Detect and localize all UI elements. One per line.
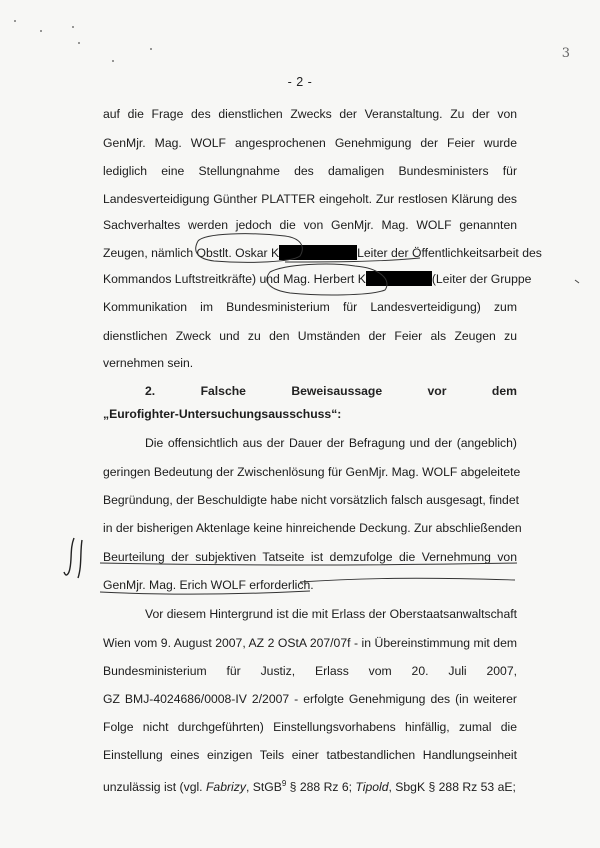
text-segment: Zeugen, nämlich Obstlt. Oskar K <box>103 246 280 260</box>
author-citation: Fabrizy <box>205 780 246 795</box>
text-line: Beurteilung der subjektiven Tatseite ist demzufolge die Vernehmung von <box>103 550 517 564</box>
text-segment: Kommandos Luftstreitkräfte) und Mag. Herbert K <box>103 272 366 286</box>
heading-word: dem <box>491 384 517 398</box>
text-line: Einstellung eines einzigen Teils einer tatbestandlichen Handlungseinheit <box>103 748 517 762</box>
text-line: Bundesministerium für Justiz, Erlass vom 20. Juli 2007, <box>103 664 517 678</box>
heading-word: Beweisaussage <box>291 384 383 398</box>
text-line: GZ BMJ-4024686/0008-IV 2/2007 - erfolgte Genehmigung des (in weiterer <box>103 692 517 706</box>
text-line: Wien vom 9. August 2007, AZ 2 OStA 207/07f - in Übereinstimmung mit dem <box>103 636 517 650</box>
text-segment: unzulässig ist (vgl. <box>103 780 206 795</box>
margin-mark-icon <box>78 540 82 578</box>
text-line: Folge nicht durchgeführten) Einstellungsvorhabens hinfällig, zumal die <box>103 720 517 734</box>
text-segment: , SbgK § 288 Rz 53 aE; <box>388 780 516 795</box>
pen-circle-witness-1 <box>196 234 303 263</box>
margin-mark-icon <box>64 538 74 575</box>
text-line: Kommunikation im Bundesministerium für Landesverteidigung) zum <box>103 300 517 314</box>
pen-underline <box>100 591 310 594</box>
pen-tick <box>575 280 579 283</box>
text-line: Begründung, der Beschuldigte habe nicht vorsätzlich falsch ausgesagt, findet <box>103 493 519 507</box>
page-number: - 2 - <box>287 75 313 89</box>
pen-circle-witness-2 <box>267 264 387 295</box>
text-line: vernehmen sein. <box>103 356 194 370</box>
heading-word: vor <box>427 384 447 398</box>
text-line: GenMjr. Mag. WOLF angesprochenen Genehmigung der Feier wurde <box>103 136 517 150</box>
text-line: in der bisherigen Aktenlage keine hinreichende Deckung. Zur abschließenden <box>103 521 522 535</box>
text-line: Vor diesem Hintergrund ist die mit Erlass der Oberstaatsanwaltschaft <box>145 607 517 621</box>
heading-number: 2. <box>145 384 156 398</box>
author-citation: Tipold <box>355 780 389 795</box>
text-line: Die offensichtlich aus der Dauer der Befragung und der (angeblich) <box>145 436 517 450</box>
edition-superscript: 9 <box>281 779 287 788</box>
text-line: dienstlichen Zweck und zu den Umständen der Feier als Zeugen zu <box>103 329 517 343</box>
text-segment: Leiter der Öffentlichkeitsarbeit des <box>357 246 542 260</box>
text-line: GenMjr. Mag. Erich WOLF erforderlich. <box>103 578 314 592</box>
text-line: geringen Bedeutung der Zwischenlösung für GenMjr. Mag. WOLF abgeleitete <box>103 465 521 479</box>
text-line: Landesverteidigung Günther PLATTER eingeholt. Zur restlosen Klärung des <box>103 192 517 206</box>
section-heading-title: „Eurofighter-Untersuchungsausschuss“: <box>103 407 342 421</box>
corner-page-mark: 3 <box>561 46 570 61</box>
pen-underline <box>100 563 517 565</box>
text-segment: (Leiter der Gruppe <box>431 272 532 286</box>
heading-word: Falsche <box>200 384 246 398</box>
text-line: auf die Frage des dienstlichen Zwecks der Veranstaltung. Zu der von <box>103 107 517 121</box>
text-segment: § 288 Rz 6; <box>286 780 356 795</box>
pen-sweep <box>285 258 420 262</box>
pen-underline <box>300 578 515 582</box>
text-segment: , StGB <box>245 780 282 795</box>
text-line: Sachverhaltes werden jedoch die von GenMjr. Mag. WOLF genannten <box>103 218 517 232</box>
text-line: lediglich eine Stellungnahme des damaligen Bundesministers für <box>103 164 517 178</box>
